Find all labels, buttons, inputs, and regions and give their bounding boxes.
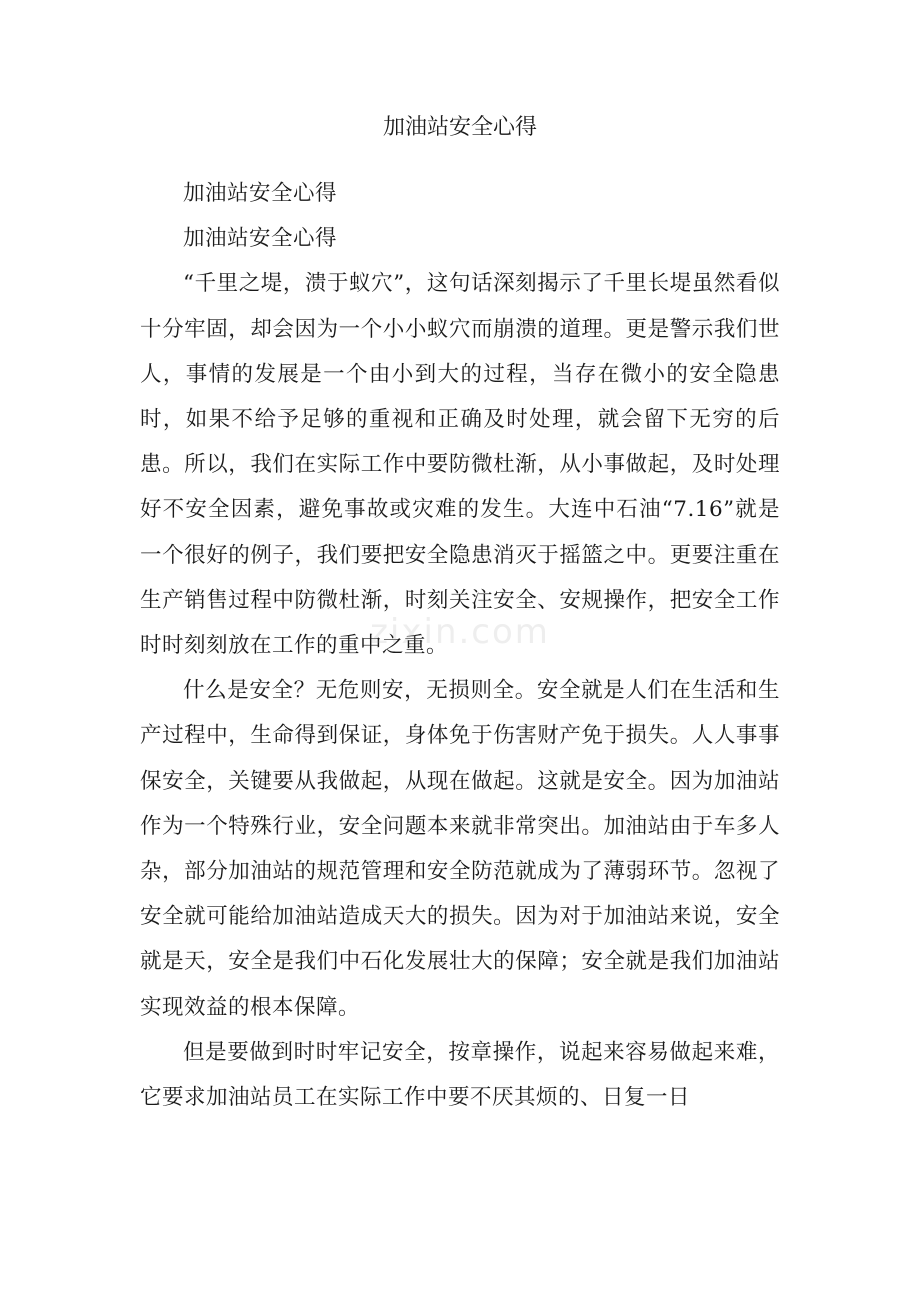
paragraph-body-2: 什么是安全？无危则安，无损则全。安全就是人们在生活和生产过程中，生命得到保证，身体免于伤害财产免于损失。人人事事保安全，关键要从我做起，从现在做起。这就是安全。因为加油站作为一个特殊行业，安全问题本来就非常突出。加油站由于车多人杂，部分加油站的规范管理和安全防范就成为了薄弱环节。忽视了安全就可能给加油站造成天大的损失。因为对于加油站来说，安全就是天，安全是我们中石化发展壮大的保障；安全就是我们加油站实现效益的根本保障。 bbox=[140, 678, 780, 1020]
watermark-text: zixin.com bbox=[370, 612, 550, 652]
paragraph-heading-1: 加油站安全心得 bbox=[183, 181, 338, 206]
paragraph-body-1: “千里之堤，溃于蚁穴”，这句话深刻揭示了千里长堤虽然看似十分牢固，却会因为一个小小蚁穴而崩溃的道理。更是警示我们世人，事情的发展是一个由小到大的过程，当存在微小的安全隐患时，如果不给予足够的重视和正确及时处理，就会留下无穷的后患。所以，我们在实际工作中要防微杜渐，从小事做起，及时处理好不安全因素，避免事故或灾难的发生。大连中石油“7.16”就是一个很好的例子，我们要把安全隐患消灭于摇篮之中。更要注重在生产销售过程中防微杜渐，时刻关注安全、安规操作，把安全工作时时刻刻放在工作的重中之重。 bbox=[140, 271, 780, 659]
paragraph-body-3: 但是要做到时时牢记安全，按章操作，说起来容易做起来难，它要求加油站员工在实际工作中要不厌其烦的、日复一日 bbox=[140, 1039, 780, 1111]
document-title: 加油站安全心得 bbox=[382, 115, 537, 140]
document-page bbox=[140, 104, 780, 1120]
paragraph-heading-2: 加油站安全心得 bbox=[183, 226, 338, 252]
